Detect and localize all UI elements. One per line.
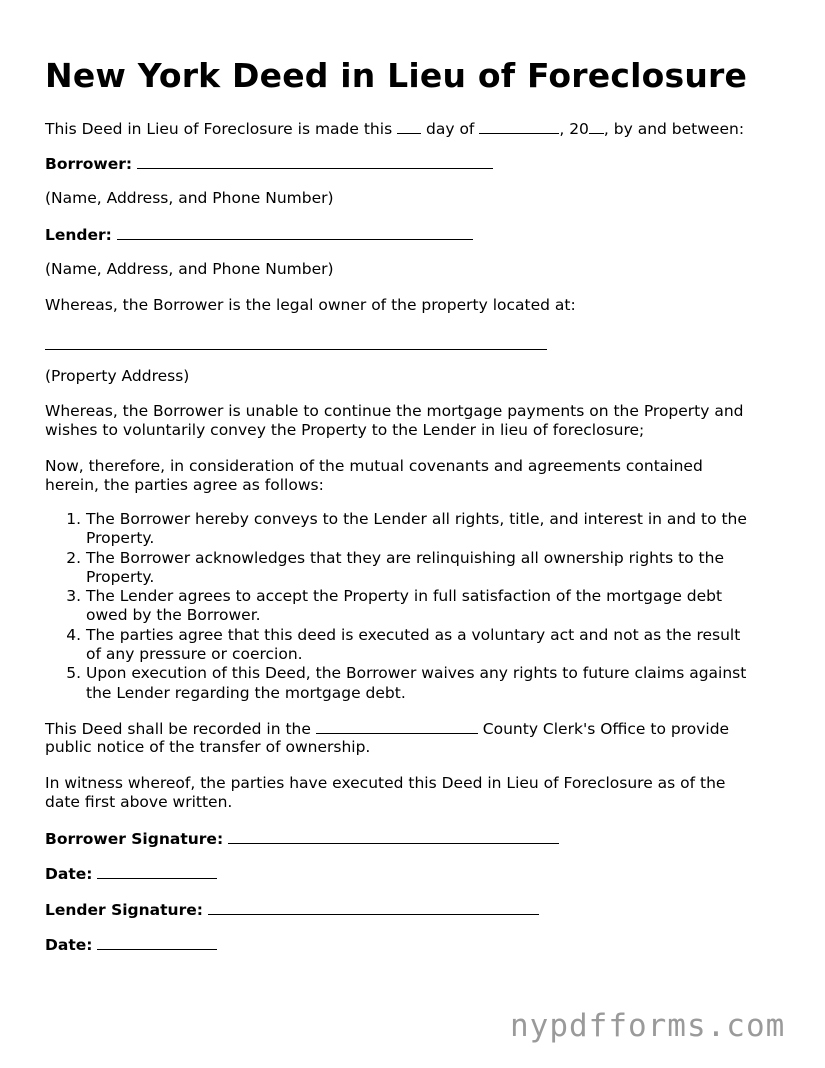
list-item: 4. The parties agree that this deed is executed as a voluntary act and not as the result of any pressure or coercion. <box>86 626 825 665</box>
intro-year-label: , 20 <box>559 120 589 138</box>
lender-note: (Name, Address, and Phone Number) <box>45 260 334 278</box>
borrower-note: (Name, Address, and Phone Number) <box>45 189 334 207</box>
now-therefore-2: herein, the parties agree as follows: <box>45 476 324 494</box>
date-blank-2[interactable] <box>97 935 217 950</box>
borrower-blank[interactable] <box>137 154 493 169</box>
date-line-1 <box>45 864 217 885</box>
lender-blank[interactable] <box>117 225 473 240</box>
county-blank[interactable] <box>316 719 478 734</box>
date-label: Date: <box>45 936 93 954</box>
whereas-unable-1: Whereas, the Borrower is unable to continue the mortgage payments on the Property and <box>45 402 744 420</box>
borrower-signature-blank[interactable] <box>228 829 559 844</box>
property-note: (Property Address) <box>45 367 190 385</box>
borrower-signature-label: Borrower Signature: <box>45 830 224 848</box>
property-address-blank[interactable] <box>45 349 547 350</box>
list-item: 2. The Borrower acknowledges that they are relinquishing all ownership rights to the Property. <box>86 549 825 588</box>
lender-signature-blank[interactable] <box>208 900 539 915</box>
recording-after: County Clerk's Office to provide <box>482 720 730 738</box>
year-blank[interactable] <box>589 119 604 134</box>
recording-line-1 <box>45 719 729 740</box>
date-line-2 <box>45 935 217 956</box>
intro-day-label: day of <box>426 120 475 138</box>
borrower-label: Borrower: <box>45 155 133 173</box>
watermark: nypdfforms.com <box>510 1008 786 1044</box>
date-label: Date: <box>45 865 93 883</box>
list-item: 5. Upon execution of this Deed, the Borrower waives any rights to future claims against the Lender regarding the mortgage debt. <box>86 664 825 703</box>
list-item: 1. The Borrower hereby conveys to the Lender all rights, title, and interest in and to the Property. <box>86 510 825 549</box>
lender-signature-label: Lender Signature: <box>45 901 203 919</box>
lender-line <box>45 225 473 246</box>
document-title: New York Deed in Lieu of Foreclosure <box>45 56 748 95</box>
day-blank[interactable] <box>397 119 421 134</box>
recording-line-2: public notice of the transfer of ownership. <box>45 738 371 756</box>
list-item: 3. The Lender agrees to accept the Property in full satisfaction of the mortgage debt owed by the Borrower. <box>86 587 825 626</box>
intro-after: , by and between: <box>603 120 745 138</box>
terms-list <box>45 510 825 703</box>
borrower-line <box>45 154 493 175</box>
recording-before: This Deed shall be recorded in the <box>45 720 311 738</box>
whereas-unable-2: wishes to voluntarily convey the Property to the Lender in lieu of foreclosure; <box>45 421 645 439</box>
witness-2: date first above written. <box>45 793 233 811</box>
intro-before: This Deed in Lieu of Foreclosure is made this <box>45 120 393 138</box>
whereas-owner: Whereas, the Borrower is the legal owner of the property located at: <box>45 296 576 314</box>
intro-line <box>45 119 744 140</box>
month-blank[interactable] <box>479 119 559 134</box>
borrower-signature-line <box>45 829 559 850</box>
now-therefore-1: Now, therefore, in consideration of the mutual covenants and agreements contained <box>45 457 703 475</box>
lender-signature-line <box>45 900 539 921</box>
witness-1: In witness whereof, the parties have executed this Deed in Lieu of Foreclosure as of the <box>45 774 726 792</box>
date-blank-1[interactable] <box>97 864 217 879</box>
lender-label: Lender: <box>45 226 112 244</box>
